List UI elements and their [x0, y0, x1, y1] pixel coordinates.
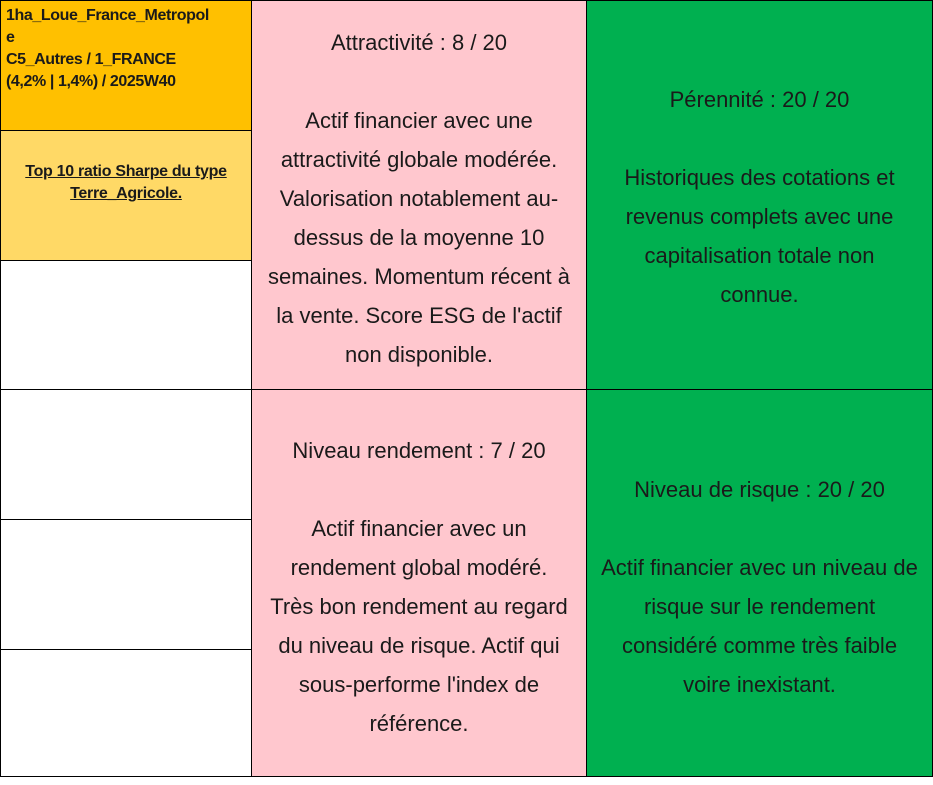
table-bottom-border [0, 776, 933, 777]
asset-header-cell [0, 0, 252, 131]
risque-cell [586, 389, 933, 777]
perennite-line: Historiques des cotations et [624, 165, 895, 190]
attractivite-line: la vente. Score ESG de l'actif [276, 303, 562, 328]
empty-cell-4 [0, 649, 252, 777]
ranking-cell [0, 130, 252, 261]
attractivite-line: Actif financier avec une [305, 108, 533, 133]
ranking-line-1: Top 10 ratio Sharpe du type [25, 163, 227, 180]
perennite-line: capitalisation totale non [644, 243, 875, 268]
asset-name-continued: e [6, 29, 15, 46]
empty-cell-2 [0, 389, 252, 520]
attractivite-line: semaines. Momentum récent à [267, 264, 571, 289]
asset-category: C5_Autres / 1_FRANCE [6, 51, 176, 68]
asset-name: 1ha_Loue_France_Metropol [6, 7, 209, 24]
perennite-line: connue. [720, 282, 799, 307]
attractivite-line: dessus de la moyenne 10 [293, 225, 545, 250]
rendement-line: Actif financier avec un [311, 516, 527, 541]
rendement-line: sous-performe l'index de [298, 672, 540, 697]
rendement-line: Très bon rendement au regard [270, 594, 568, 619]
attractivite-line: Valorisation notablement au- [279, 186, 559, 211]
rendement-line: du niveau de risque. Actif qui [278, 633, 560, 658]
perennite-cell [586, 0, 933, 390]
risque-line: voire inexistant. [683, 672, 836, 697]
rendement-title: Niveau rendement : 7 / 20 [292, 438, 546, 463]
rendement-cell [251, 389, 587, 777]
attractivite-line: non disponible. [344, 342, 493, 367]
rendement-line: référence. [369, 711, 469, 736]
rendement-line: rendement global modéré. [290, 555, 548, 580]
empty-cell-1 [0, 260, 252, 390]
attractivite-line: attractivité globale modérée. [280, 147, 558, 172]
empty-cell-3 [0, 519, 252, 650]
perennite-title: Pérennité : 20 / 20 [669, 87, 850, 112]
perennite-line: revenus complets avec une [625, 204, 894, 229]
risque-line: risque sur le rendement [643, 594, 876, 619]
risque-title: Niveau de risque : 20 / 20 [634, 477, 885, 502]
attractivite-cell [251, 0, 587, 390]
risque-line: Actif financier avec un niveau de [601, 555, 918, 580]
asset-stats: (4,2% | 1,4%) / 2025W40 [6, 73, 176, 90]
attractivite-title: Attractivité : 8 / 20 [330, 30, 508, 55]
ranking-line-2: Terre_Agricole. [70, 185, 182, 202]
risque-line: considéré comme très faible [621, 633, 898, 658]
